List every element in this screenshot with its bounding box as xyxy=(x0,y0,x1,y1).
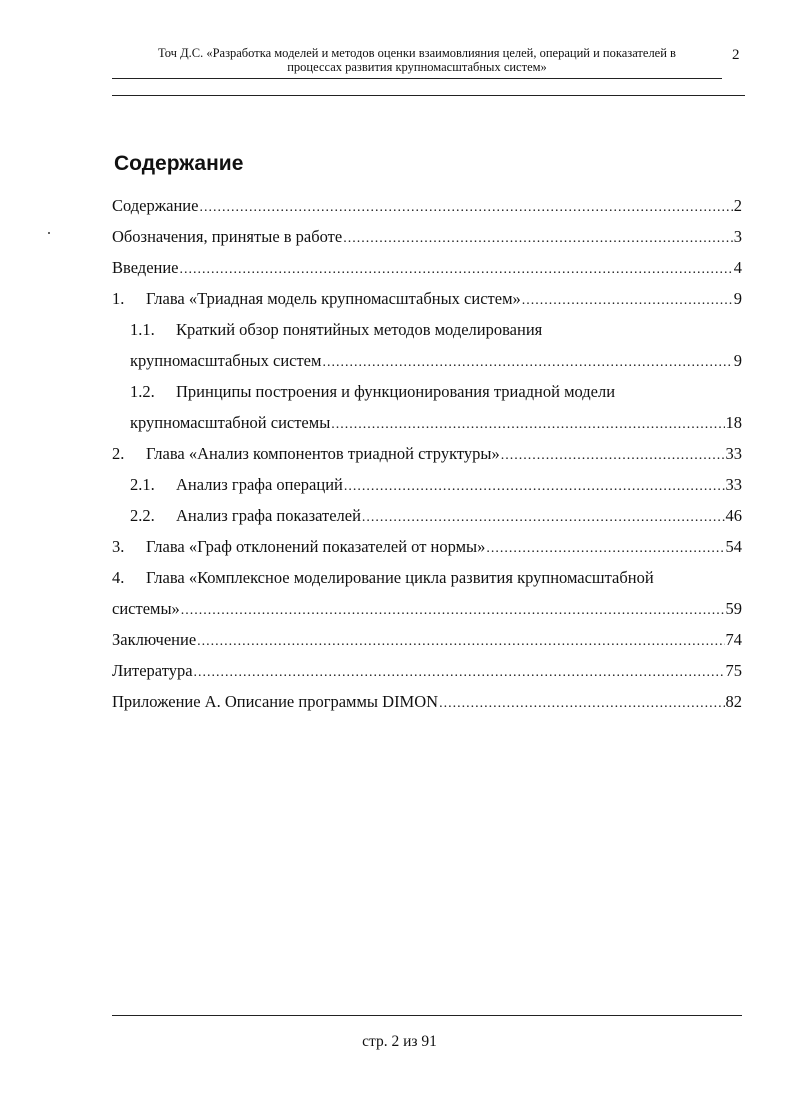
toc-entry-number: 1. xyxy=(112,289,125,308)
toc-entry-chapter-2[interactable] xyxy=(112,438,742,469)
toc-entry-text: Введение xyxy=(112,258,179,277)
toc-entry-text: крупномасштабной системы xyxy=(130,413,331,432)
toc-entry-chapter-4-cont[interactable] xyxy=(112,593,742,624)
running-header xyxy=(112,46,722,74)
toc-entry-page: 33 xyxy=(725,444,742,463)
toc-entry-section-1-1-cont[interactable] xyxy=(112,345,742,376)
toc-entry-text: Анализ графа показателей xyxy=(176,506,361,525)
dot-leader xyxy=(194,657,725,688)
header-line-1: Точ Д.С. «Разработка моделей и методов оценки взаимовлияния целей, операций и показателей в xyxy=(158,46,676,60)
toc-entry-page: 33 xyxy=(725,475,742,494)
dot-leader xyxy=(181,595,725,626)
dot-leader xyxy=(197,626,724,657)
toc-entry-section-2-2[interactable] xyxy=(112,500,742,531)
toc-entry-number: 2. xyxy=(112,444,125,463)
toc-entry-chapter-3[interactable] xyxy=(112,531,742,562)
header-page-number: 2 xyxy=(732,47,740,63)
toc-entry-section-2-1[interactable] xyxy=(112,469,742,500)
dot-leader xyxy=(180,254,733,285)
toc-entry-text: Принципы построения и функционирования триадной модели xyxy=(176,382,616,401)
toc-title: Содержание xyxy=(114,152,244,175)
toc-entry-page: 4 xyxy=(733,258,742,277)
toc-entry-page: 54 xyxy=(725,537,742,556)
toc-entry-page: 82 xyxy=(725,692,742,711)
toc-entry-page: 3 xyxy=(733,227,742,246)
toc-entry-text: Краткий обзор понятийных методов моделирования xyxy=(176,320,543,339)
toc-entry-contents[interactable] xyxy=(112,190,742,221)
toc-entry-page: 9 xyxy=(733,289,742,308)
toc-entry-page: 9 xyxy=(733,351,742,370)
toc-entry-number: 3. xyxy=(112,537,125,556)
toc-entry-number: 2.2. xyxy=(130,506,155,525)
header-underline xyxy=(112,78,722,79)
dot-leader xyxy=(199,192,732,223)
toc-entry-chapter-1[interactable] xyxy=(112,283,742,314)
dot-leader xyxy=(439,688,724,719)
dot-leader xyxy=(501,440,725,471)
toc-entry-introduction[interactable] xyxy=(112,252,742,283)
dot-leader xyxy=(331,409,724,440)
toc-entry-text: Обозначения, принятые в работе xyxy=(112,227,343,246)
toc-entry-text: системы» xyxy=(112,599,180,618)
toc-entry-page: 59 xyxy=(725,599,742,618)
page-footer: стр. 2 из 91 xyxy=(362,1033,437,1050)
toc-entry-text: Содержание xyxy=(112,196,199,215)
toc-entry-page: 74 xyxy=(725,630,742,649)
toc-entry-references[interactable] xyxy=(112,655,742,686)
toc-entry-page: 46 xyxy=(725,506,742,525)
dot-leader xyxy=(322,347,732,378)
toc-entry-text: Заключение xyxy=(112,630,197,649)
toc-entry-number: 4. xyxy=(112,568,125,587)
toc-entry-page: 75 xyxy=(725,661,742,680)
toc-entry-text: Глава «Анализ компонентов триадной структуры» xyxy=(146,444,500,463)
toc-entry-text: крупномасштабных систем xyxy=(130,351,322,370)
toc-entry-section-1-2-cont[interactable] xyxy=(112,407,742,438)
toc-entry-chapter-4[interactable] xyxy=(112,562,742,593)
dot-leader xyxy=(344,471,725,502)
dot-leader xyxy=(343,223,733,254)
dot-leader xyxy=(522,285,733,316)
bottom-rule xyxy=(112,1015,742,1016)
header-line-2: процессах развития крупномасштабных систем» xyxy=(287,60,547,74)
toc-entry-text: Глава «Граф отклонений показателей от нормы» xyxy=(146,537,486,556)
dot-leader xyxy=(486,533,724,564)
toc-entry-appendix-a[interactable] xyxy=(112,686,742,717)
toc-entry-page: 2 xyxy=(733,196,742,215)
toc-entry-text: Глава «Триадная модель крупномасштабных систем» xyxy=(146,289,521,308)
toc-entry-section-1-2[interactable] xyxy=(112,376,742,407)
toc-entry-number: 1.1. xyxy=(130,320,155,339)
table-of-contents xyxy=(112,190,742,717)
toc-entry-text: Глава «Комплексное моделирование цикла развития крупномасштабной xyxy=(146,568,654,587)
toc-entry-page: 18 xyxy=(725,413,742,432)
toc-entry-text: Литература xyxy=(112,661,193,680)
toc-entry-text: Приложение А. Описание программы DIMON xyxy=(112,692,439,711)
dot-leader xyxy=(362,502,725,533)
toc-entry-text: Анализ графа операций xyxy=(176,475,343,494)
toc-entry-number: 1.2. xyxy=(130,382,155,401)
toc-entry-notation[interactable] xyxy=(112,221,742,252)
top-rule xyxy=(112,95,745,96)
toc-entry-section-1-1[interactable] xyxy=(112,314,742,345)
toc-entry-conclusion[interactable] xyxy=(112,624,742,655)
toc-entry-number: 2.1. xyxy=(130,475,155,494)
scan-speck xyxy=(48,232,50,234)
